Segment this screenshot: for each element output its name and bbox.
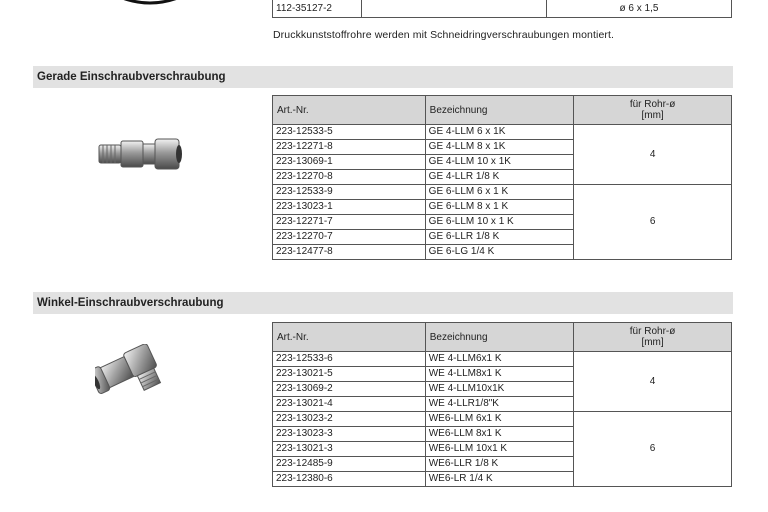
rohr-group-4: 4: [574, 352, 732, 412]
top-table-art-nr: 112-35127-2: [273, 0, 362, 18]
header-rohr: für Rohr-ø [mm]: [574, 96, 732, 125]
hose-fitting-image-partial: [105, 0, 195, 10]
table-row: 223-13023-2 WE6-LLM 6x1 K 6: [273, 412, 732, 427]
table-row: 223-12533-9 GE 6-LLM 6 x 1 K 6: [273, 185, 732, 200]
section-title-winkel: Winkel-Einschraubverschraubung: [33, 292, 733, 314]
straight-fitting-image: [97, 135, 187, 175]
table-row: 223-12270-8 GE 4-LLR 1/8 K: [273, 170, 732, 185]
elbow-fitting-image: [95, 344, 185, 414]
mounting-note: Druckkunststoffrohre werden mit Schneidringverschraubungen montiert.: [273, 29, 615, 41]
table-row: 223-12485-9 WE6-LLR 1/8 K: [273, 457, 732, 472]
table-row: 223-12477-8 GE 6-LG 1/4 K: [273, 245, 732, 260]
table-winkel: [272, 322, 732, 487]
header-bezeichnung: Bezeichnung: [425, 96, 574, 125]
table-row: 223-13069-2 WE 4-LLM10x1K: [273, 382, 732, 397]
table-row: 223-13023-1 GE 6-LLM 8 x 1 K: [273, 200, 732, 215]
table-row: 223-12533-6 WE 4-LLM6x1 K 4: [273, 352, 732, 367]
table-row: 223-13021-5 WE 4-LLM8x1 K: [273, 367, 732, 382]
header-bezeichnung: Bezeichnung: [425, 323, 573, 352]
table-row: 223-12271-7 GE 6-LLM 10 x 1 K: [273, 215, 732, 230]
header-art-nr: Art.-Nr.: [273, 96, 426, 125]
table-gerade: [272, 95, 732, 260]
table-row: 223-13021-3 WE6-LLM 10x1 K: [273, 442, 732, 457]
table-row: 223-12271-8 GE 4-LLM 8 x 1K: [273, 140, 732, 155]
header-rohr: für Rohr-ø [mm]: [574, 323, 732, 352]
top-table: [272, 0, 732, 18]
header-art-nr: Art.-Nr.: [273, 323, 426, 352]
table-row: 223-13023-3 WE6-LLM 8x1 K: [273, 427, 732, 442]
rohr-group-6: 6: [574, 185, 732, 260]
table-row: 223-12270-7 GE 6-LLR 1/8 K: [273, 230, 732, 245]
table-row: 223-12380-6 WE6-LR 1/4 K: [273, 472, 732, 487]
table-row: 223-13021-4 WE 4-LLR1/8"K: [273, 397, 732, 412]
rohr-group-6: 6: [574, 412, 732, 487]
table-row: 223-13069-1 GE 4-LLM 10 x 1K: [273, 155, 732, 170]
top-table-size: ø 6 x 1,5: [547, 0, 732, 18]
table-row: 223-12533-5 GE 4-LLM 6 x 1K 4: [273, 125, 732, 140]
section-title-gerade: Gerade Einschraubverschraubung: [33, 66, 733, 88]
rohr-group-4: 4: [574, 125, 732, 185]
